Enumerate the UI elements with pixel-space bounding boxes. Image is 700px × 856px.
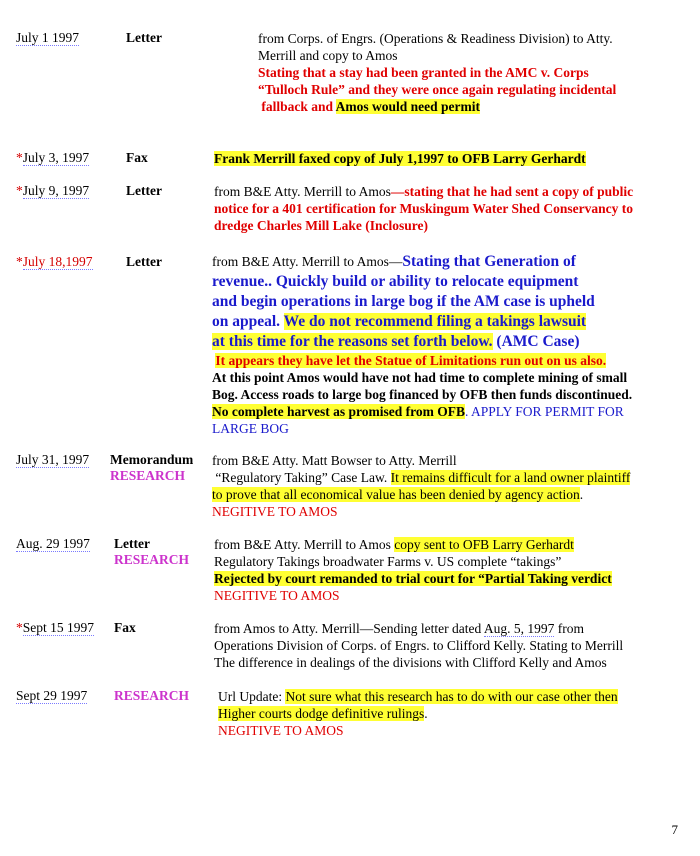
entry-description — [212, 252, 632, 437]
entry-date: *July 3, 1997 — [16, 150, 90, 165]
entry-description — [214, 183, 633, 234]
desc-segment: . — [579, 487, 584, 502]
desc-line: NEGITIVE TO AMOS — [218, 723, 344, 738]
desc-segment: Stating that Generation of — [402, 253, 576, 270]
highlighted-text: at this time for the reasons set forth below. — [212, 333, 493, 350]
highlighted-text: Not sure what this research has to do with our case other then — [285, 689, 618, 704]
highlighted-text: Rejected by court remanded to trial court for “Partial Taking verdict — [214, 571, 612, 586]
entry-description — [212, 452, 630, 520]
entry-description — [214, 620, 623, 671]
entry-description — [258, 30, 616, 115]
entry-date: July 31, 1997 — [16, 452, 90, 467]
desc-line: Regulatory Takings broadwater Farms v. US complete “takings” — [214, 554, 562, 569]
entry-type-label: Letter — [114, 536, 150, 551]
entry-description — [214, 150, 586, 167]
entry-description — [214, 536, 612, 604]
desc-segment: —stating that he had sent a copy of public — [390, 184, 634, 199]
desc-line — [218, 688, 618, 705]
desc-line: dredge Charles Mill Lake (Inclosure) — [214, 218, 428, 233]
entry-type: Fax — [114, 620, 136, 635]
desc-line: Operations Division of Corps. of Engrs. to Clifford Kelly. Stating to Merrill — [214, 638, 624, 653]
desc-segment: (AMC Case) — [492, 333, 580, 350]
entry-type: Letter — [126, 183, 162, 198]
entry-description — [218, 688, 618, 739]
desc-segment: from B&E Atty. Merrill to Amos— — [212, 254, 403, 269]
highlighted-text: No complete harvest as promised from OFB — [212, 404, 465, 419]
desc-line: “Tulloch Rule” and they were once again regulating incidental — [258, 82, 617, 97]
entry-type — [114, 688, 189, 704]
desc-line: notice for a 401 certification for Muskingum Water Shed Conservancy to — [214, 201, 633, 216]
desc-line — [212, 252, 632, 272]
research-label: RESEARCH — [110, 468, 186, 483]
desc-line: Merrill and copy to Amos — [258, 48, 398, 63]
desc-line: from B&E Atty. Matt Bowser to Atty. Merrill — [212, 453, 457, 468]
desc-line — [212, 352, 632, 369]
desc-line — [218, 705, 618, 722]
desc-line — [214, 536, 612, 553]
desc-line — [214, 183, 633, 200]
entry-type: Letter — [126, 30, 162, 45]
desc-line — [212, 403, 632, 420]
entry-date: Aug. 29 1997 — [16, 536, 90, 551]
highlighted-text: We do not recommend filing a takings lawsuit — [283, 313, 587, 330]
entry-type: Letter — [126, 254, 162, 269]
highlighted-text: Frank Merrill faxed copy of July 1,1997 to OFB Larry Gerhardt — [214, 151, 586, 166]
desc-segment: from B&E Atty. Merrill to Amos — [214, 184, 391, 199]
research-label: RESEARCH — [114, 688, 190, 703]
desc-segment: Url Update: — [218, 689, 286, 704]
page-number: 7 — [671, 822, 678, 837]
desc-line — [212, 332, 632, 352]
desc-line — [214, 620, 623, 637]
entry-type: Fax — [126, 150, 148, 165]
desc-line — [214, 150, 586, 167]
entry-date: *July 18,1997 — [16, 254, 93, 269]
desc-line: NEGITIVE TO AMOS — [214, 588, 340, 603]
desc-line: revenue.. Quickly build or ability to relocate equipment — [212, 273, 579, 290]
highlighted-text: It remains difficult for a land owner plaintiff — [390, 470, 631, 485]
highlighted-text: It appears they have let the Statue of Limitations run out on us also. — [215, 353, 607, 368]
desc-line: LARGE BOG — [212, 421, 289, 436]
entry-date: Sept 29 1997 — [16, 688, 88, 703]
desc-line: NEGITIVE TO AMOS — [212, 504, 338, 519]
desc-line — [214, 570, 612, 587]
highlighted-text: Higher courts dodge definitive rulings — [218, 706, 425, 721]
desc-line: Stating that a stay had been granted in the AMC v. Corps — [258, 65, 589, 80]
desc-segment: . — [424, 706, 428, 721]
desc-line — [258, 98, 616, 115]
desc-line: Bog. Access roads to large bog financed by OFB then funds discontinued. — [212, 387, 633, 402]
desc-line: and begin operations in large bog if the AM case is upheld — [212, 293, 595, 310]
entry-date: *Sept 15 1997 — [16, 620, 95, 635]
desc-line: from Corps. of Engrs. (Operations & Readiness Division) to Atty. — [258, 31, 613, 46]
desc-line — [212, 486, 630, 503]
entry-date: July 1 1997 — [16, 30, 80, 45]
underlined-date: Aug. 5, 1997 — [483, 621, 555, 636]
highlighted-text: to prove that all economical value has been denied by agency action — [212, 487, 580, 502]
desc-segment: on appeal. — [212, 313, 284, 330]
highlighted-text: Amos would need permit — [335, 99, 481, 114]
desc-line — [212, 469, 630, 486]
entry-type-label: Memorandum — [110, 452, 194, 467]
desc-line: The difference in dealings of the divisions with Clifford Kelly and Amos — [214, 655, 607, 670]
entry-type — [110, 452, 193, 484]
desc-segment: “Regulatory Taking” Case Law. — [215, 470, 391, 485]
entry-type — [114, 536, 189, 568]
research-label: RESEARCH — [114, 552, 190, 567]
entry-date: *July 9, 1997 — [16, 183, 90, 198]
desc-segment: fallback and — [261, 99, 336, 114]
highlighted-text: copy sent to OFB Larry Gerhardt — [394, 537, 574, 552]
desc-segment: from B&E Atty. Merrill to Amos — [214, 537, 395, 552]
desc-segment: from Amos to Atty. Merrill—Sending letter dated — [214, 621, 484, 636]
desc-line — [212, 312, 632, 332]
desc-segment: from — [554, 621, 584, 636]
desc-line: At this point Amos would have not had time to complete mining of small — [212, 370, 628, 385]
desc-segment: . APPLY FOR PERMIT FOR — [464, 404, 624, 419]
